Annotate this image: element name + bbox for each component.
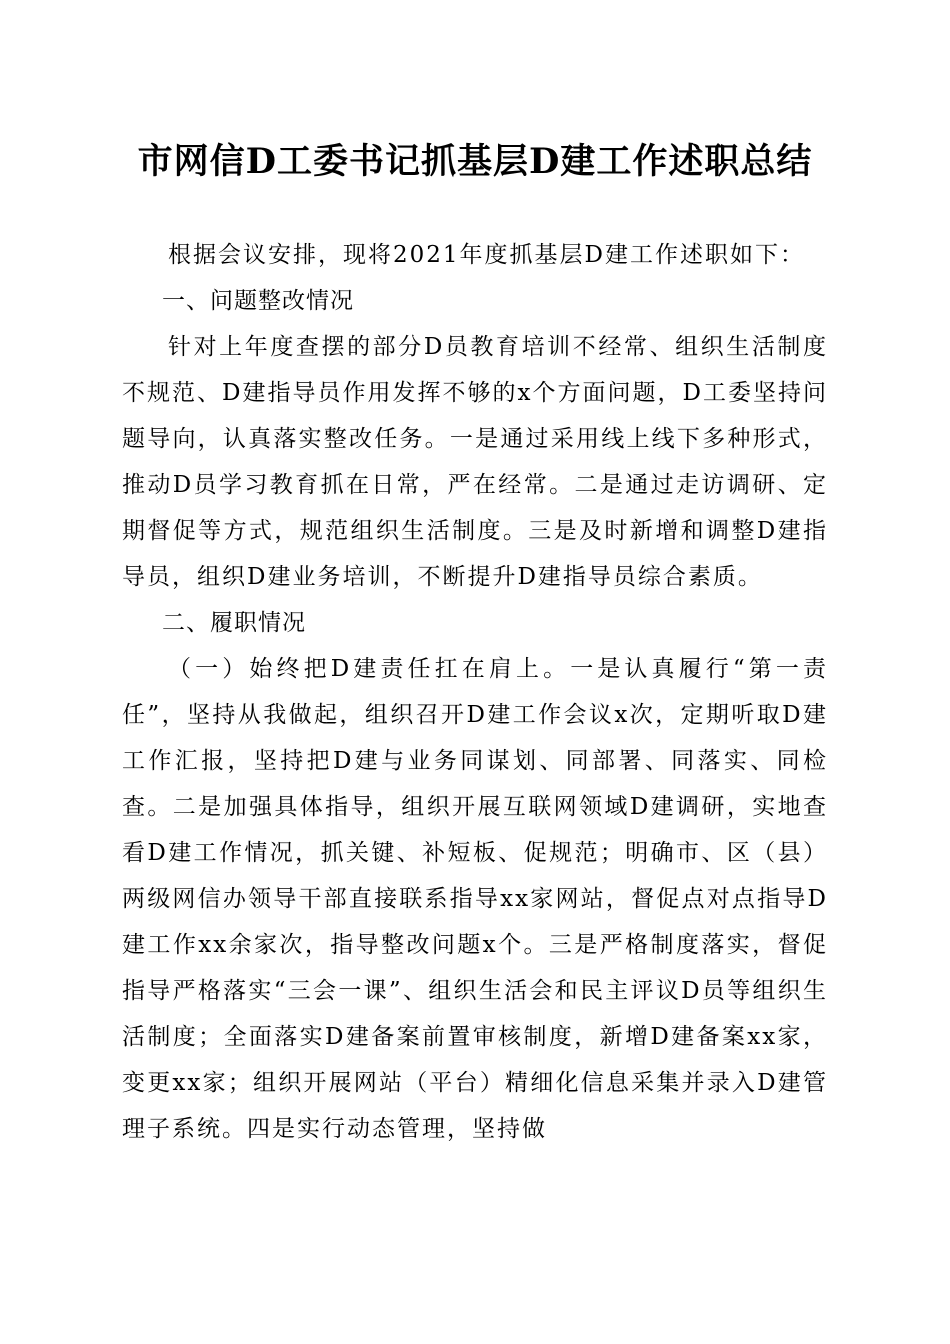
document-title: 市网信D工委书记抓基层D建工作述职总结 bbox=[137, 141, 813, 182]
section-heading-rectification: 一、问题整改情况 bbox=[162, 288, 354, 314]
duties-paragraph: （一）始终把D建责任扛在肩上。一是认真履行“第一责任”，坚持从我做起，组织召开D建工作会议x次，定期听取D建工作汇报，坚持把D建与业务同谋划、同部署、同落实、同检查。二是加强具体指导，组织开展互联网领域D建调研，实地查看D建工作情况，抓关键、补短板、促规范；明确市、区（县）两级网信办领导干部直接联系指导xx家网站，督促点对点指导D建工作xx余家次，指导整改问题x个。三是严格制度落实，督促指导严格落实“三会一课”、组织生活会和民主评议D员等组织生活制度；全面落实D建备案前置审核制度，新增D建备案xx家，变更xx家；组织开展网站（平台）精细化信息采集并录入D建管理子系统。四是实行动态管理，坚持做 bbox=[122, 656, 828, 1142]
document-body bbox=[122, 232, 828, 1152]
intro-paragraph: 根据会议安排，现将2021年度抓基层D建工作述职如下： bbox=[168, 242, 805, 268]
rectification-paragraph: 针对上年度查摆的部分D员教育培训不经常、组织生活制度不规范、D建指导员作用发挥不够的x个方面问题，D工委坚持问题导向，认真落实整改任务。一是通过采用线上线下多种形式，推动D员学习教育抓在日常，严在经常。二是通过走访调研、定期督促等方式，规范组织生活制度。三是及时新增和调整D建指导员，组织D建业务培训，不断提升D建指导员综合素质。 bbox=[122, 334, 828, 590]
section-heading-duties: 二、履职情况 bbox=[162, 610, 306, 636]
